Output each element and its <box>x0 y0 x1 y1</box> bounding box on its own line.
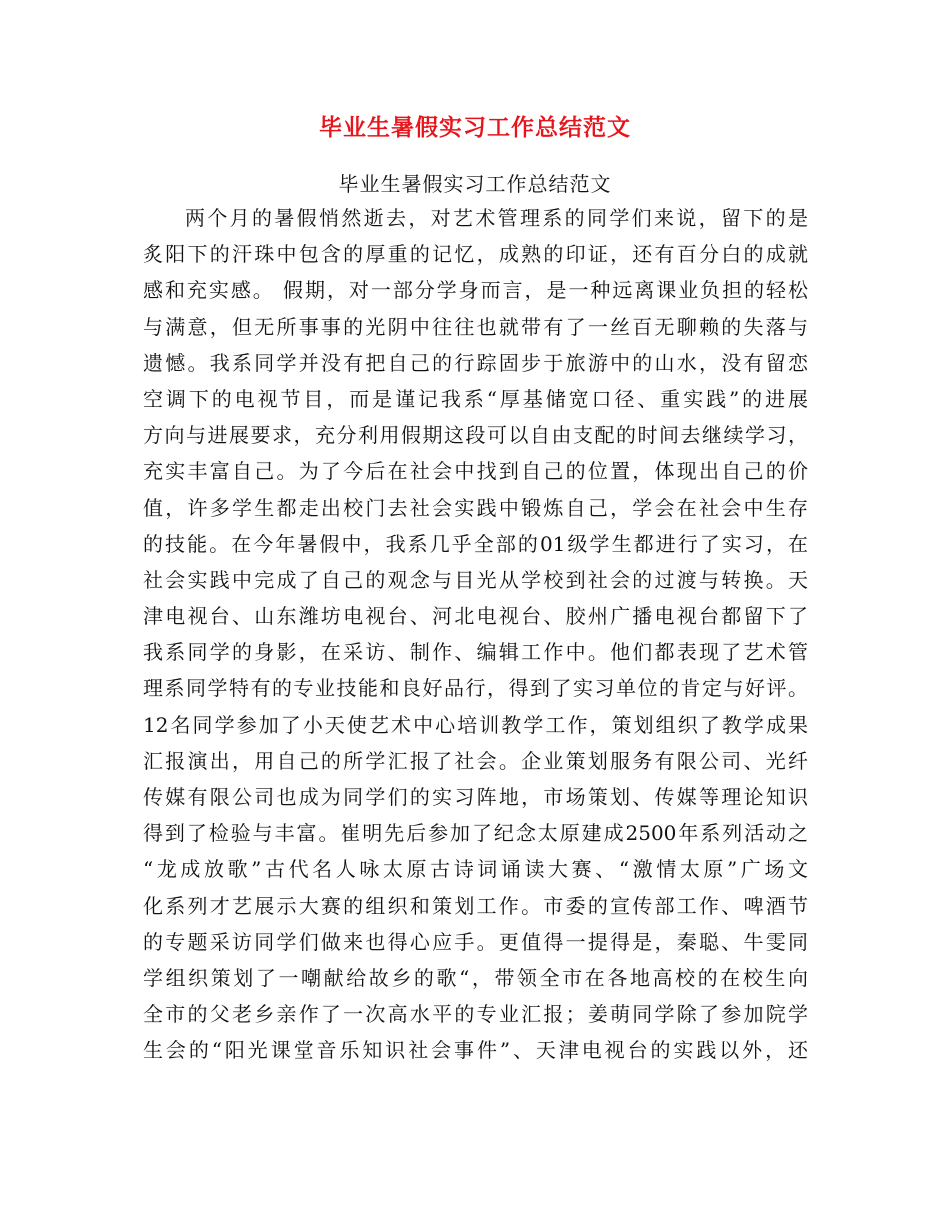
paragraph-line: 12名同学参加了小天使艺术中心培训教学工作，策划组织了教学成果 <box>143 712 808 737</box>
paragraph-line: 津电视台、山东潍坊电视台、河北电视台、胶州广播电视台都留下了 <box>143 604 808 629</box>
paragraph-line: 值，许多学生都走出校门去社会实践中锻炼自己，学会在社会中生存 <box>143 495 808 520</box>
paragraph-line: 学组织策划了一嘲献给故乡的歌“，带领全市在各地高校的在校生向 <box>143 965 808 990</box>
paragraph-line: 全市的父老乡亲作了一次高水平的专业汇报；姜萌同学除了参加院学 <box>143 1002 808 1027</box>
paragraph-line: 空调下的电视节目，而是谨记我系“厚基储宽口径、重实践”的进展 <box>143 386 808 411</box>
paragraph-line: 感和充实感。 假期，对一部分学身而言，是一种远离课业负担的轻松 <box>143 278 808 303</box>
paragraph-line: 的专题采访同学们做来也得心应手。更值得一提得是，秦聪、牛雯同 <box>143 929 808 954</box>
paragraph-line: “龙成放歌”古代名人咏太原古诗词诵读大赛、“激情太原”广场文 <box>143 857 808 882</box>
paragraph-line: 汇报演出，用自己的所学汇报了社会。企业策划服务有限公司、光纤 <box>143 748 808 773</box>
paragraph-line: 得到了检验与丰富。崔明先后参加了纪念太原建成2500年系列活动之 <box>143 821 808 846</box>
paragraph-line: 两个月的暑假悄然逝去，对艺术管理系的同学们来说，留下的是 <box>185 206 808 230</box>
paragraph-line: 炙阳下的汗珠中包含的厚重的记忆，成熟的印证，还有百分白的成就 <box>143 242 808 267</box>
paragraph-line: 方向与进展要求，充分利用假期这段可以自由支配的时间去继续学习， <box>143 423 808 448</box>
document-subtitle: 毕业生暑假实习工作总结范文 <box>338 172 612 196</box>
document-title: 毕业生暑假实习工作总结范文 <box>319 114 631 141</box>
paragraph-line: 化系列才艺展示大赛的组织和策划工作。市委的宣传部工作、啤酒节 <box>143 893 808 918</box>
paragraph-line: 生会的“阳光课堂音乐知识社会事件”、天津电视台的实践以外，还 <box>143 1038 808 1063</box>
paragraph-line: 理系同学特有的专业技能和良好品行，得到了实习单位的肯定与好评。 <box>143 676 808 701</box>
document-body <box>143 200 808 1069</box>
paragraph-line: 遗憾。我系同学并没有把自己的行踪固步于旅游中的山水，没有留恋 <box>143 350 808 375</box>
paragraph-line: 传媒有限公司也成为同学们的实习阵地，市场策划、传媒等理论知识 <box>143 785 808 809</box>
paragraph-line: 我系同学的身影，在采访、制作、编辑工作中。他们都表现了艺术管 <box>143 640 808 665</box>
paragraph-line: 充实丰富自己。为了今后在社会中找到自己的位置，体现出自己的价 <box>143 459 808 484</box>
paragraph-line: 与满意，但无所事事的光阴中往往也就带有了一丝百无聊赖的失落与 <box>143 314 808 339</box>
paragraph-line: 社会实践中完成了自己的观念与目光从学校到社会的过渡与转换。天 <box>143 567 808 592</box>
paragraph-line: 的技能。在今年暑假中，我系几乎全部的01级学生都进行了实习，在 <box>143 531 808 556</box>
